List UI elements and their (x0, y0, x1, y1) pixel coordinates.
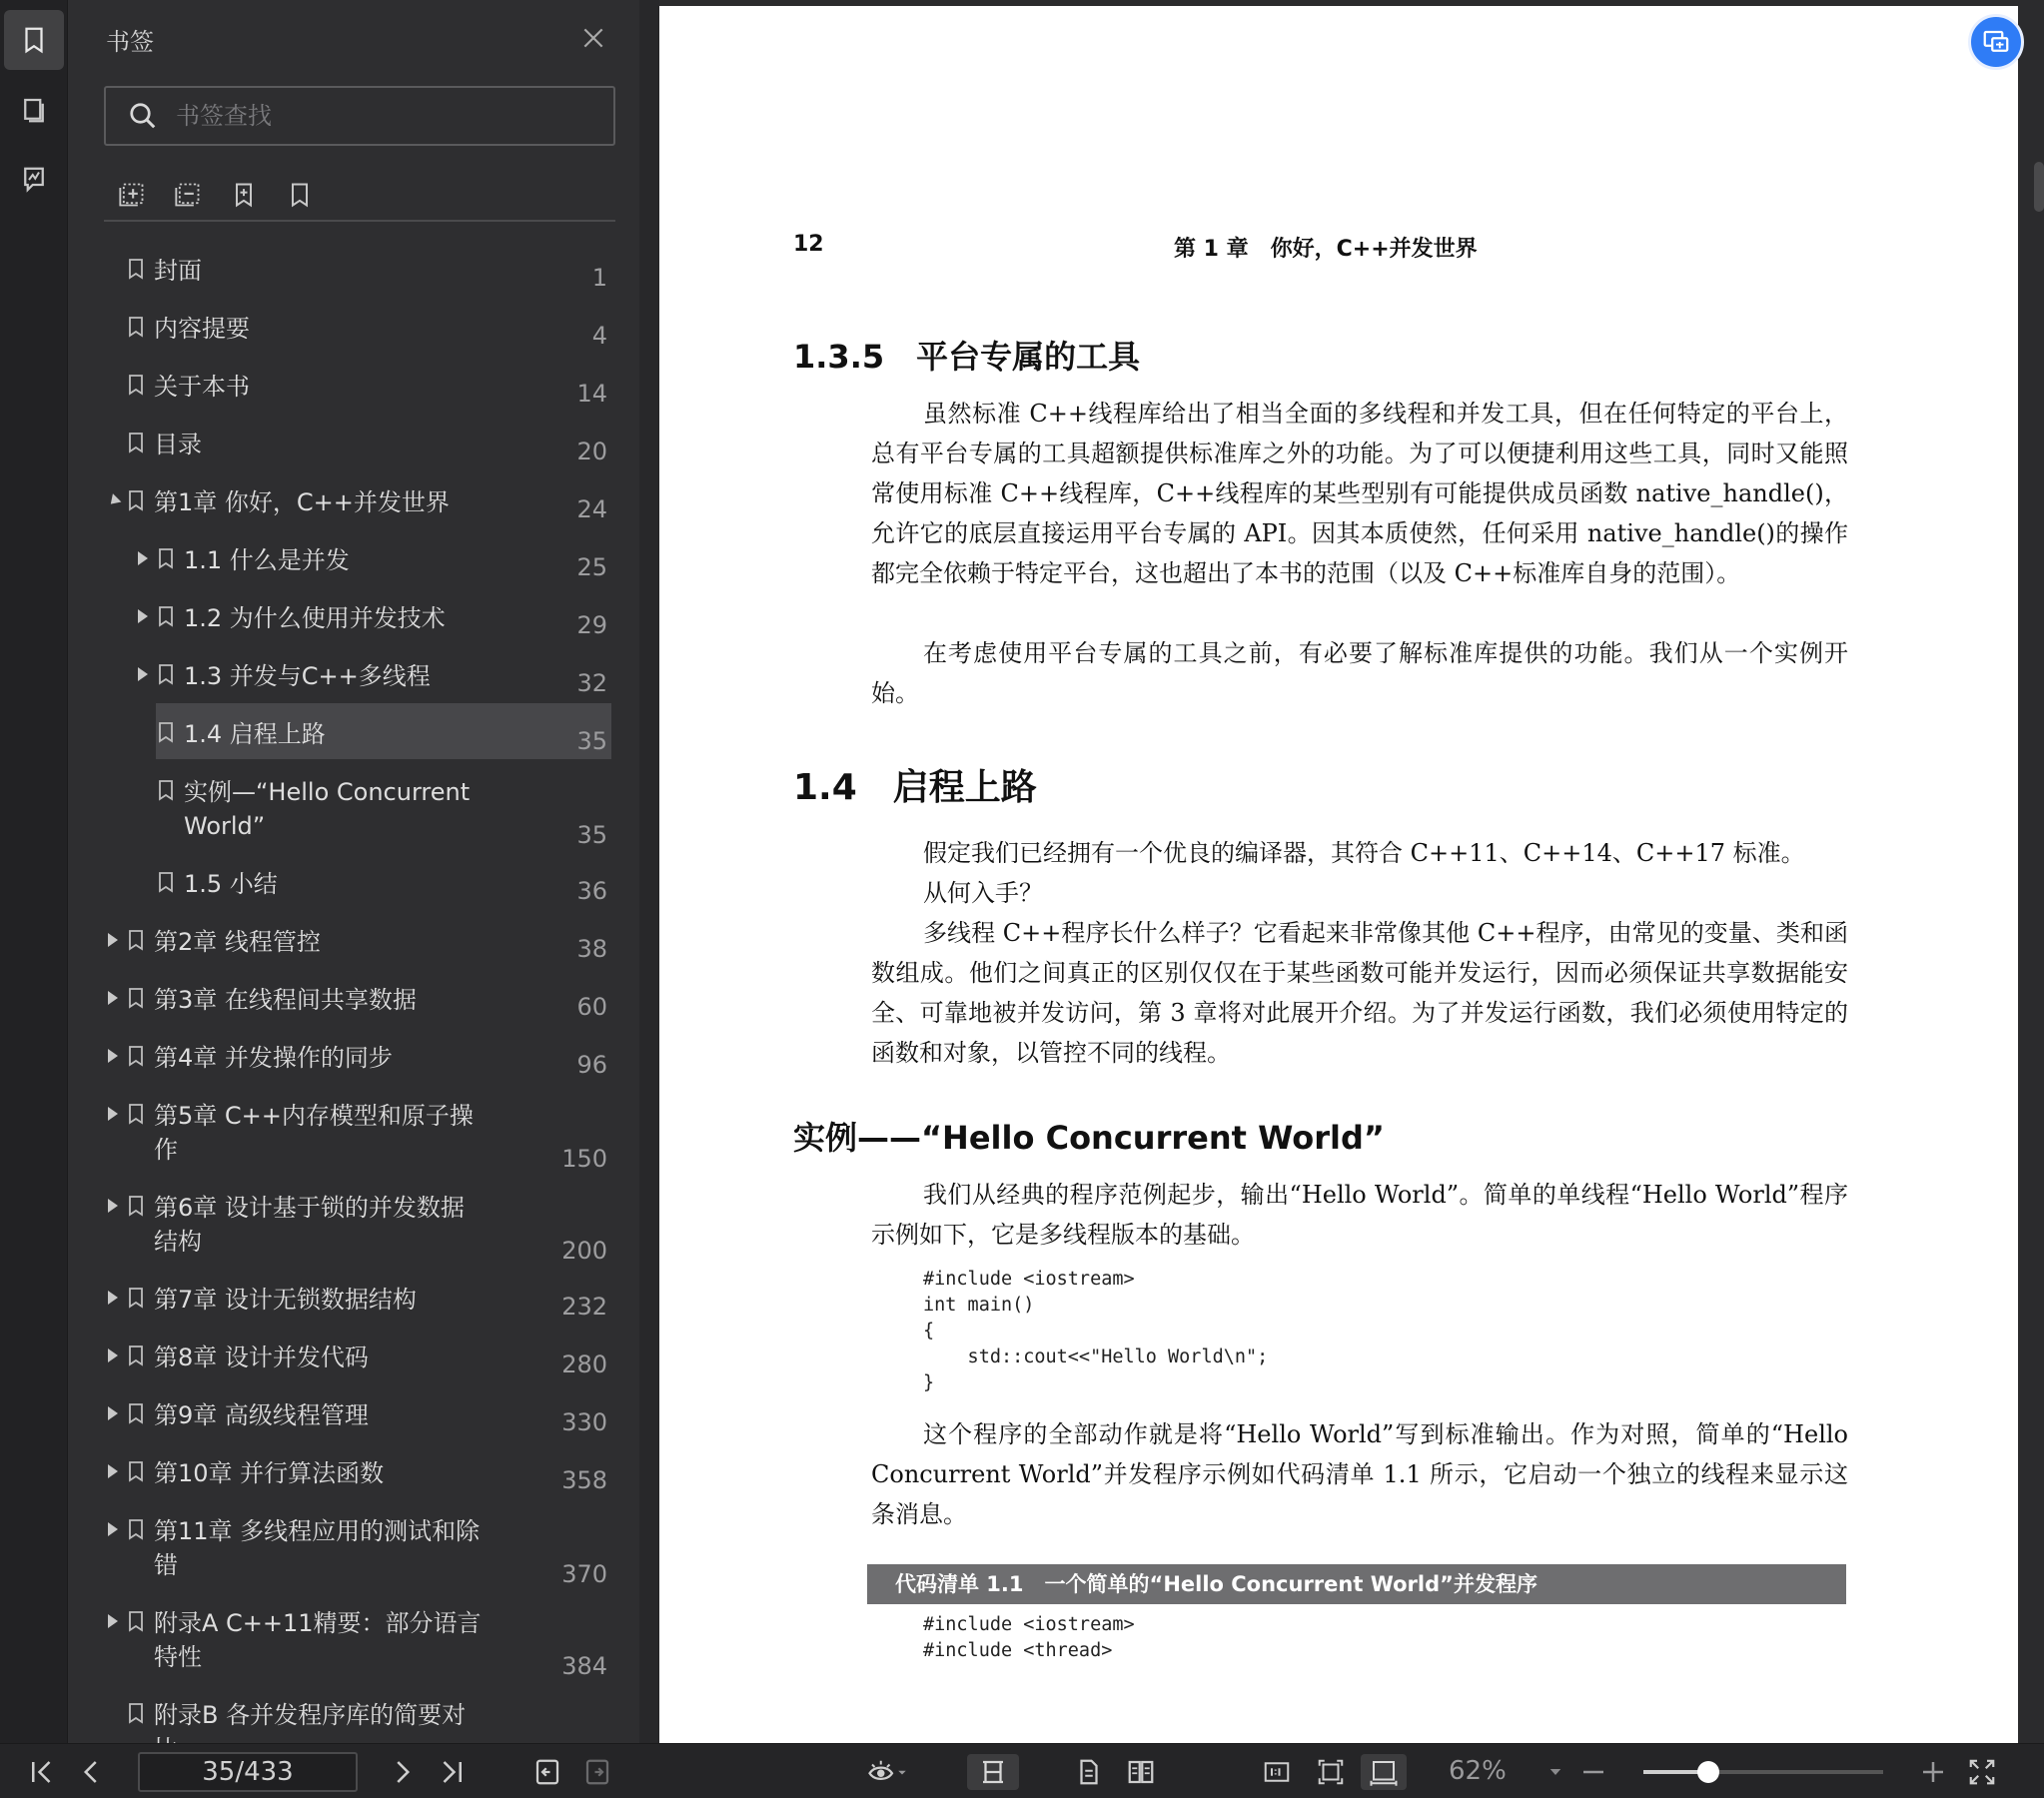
scroll-mode-icon (978, 1757, 1008, 1787)
bookmark-icon (128, 1103, 144, 1125)
code-listing-title: 代码清单 1.1 一个简单的“Hello Concurrent World”并发程序 (867, 1564, 1846, 1604)
bookmark-label-line: 第5章 C++内存模型和原子操 (154, 1102, 474, 1130)
expand-arrow-icon[interactable] (108, 1614, 118, 1628)
forward-view-icon (582, 1757, 612, 1787)
next-page-button[interactable] (384, 1754, 420, 1790)
section-heading-1-4: 1.4 启程上路 (793, 767, 1037, 808)
bookmark-add-icon (230, 181, 258, 209)
zoom-level[interactable]: 62% (1449, 1756, 1507, 1786)
bookmark-label-line: 错 (154, 1551, 178, 1579)
bookmark-icon (128, 1610, 144, 1632)
bookmark-page-number: 24 (576, 495, 607, 523)
bookmark-label (154, 1283, 417, 1317)
bookmark-label (154, 1606, 482, 1674)
collapse-all-icon (174, 181, 202, 209)
single-page-button[interactable] (1069, 1754, 1109, 1790)
bookmark-item[interactable] (104, 853, 619, 911)
bookmark-item[interactable] (104, 1177, 619, 1269)
bookmark-page-number: 32 (576, 669, 607, 697)
expand-arrow-icon[interactable] (108, 1291, 118, 1305)
bookmark-label-line: 1.4 启程上路 (184, 720, 326, 748)
bookmark-page-number: 60 (576, 993, 607, 1021)
bookmark-label-line: 目录 (154, 431, 202, 458)
double-page-button[interactable] (1119, 1754, 1163, 1790)
zoom-in-button[interactable] (1916, 1754, 1950, 1790)
bookmark-panel-button[interactable] (4, 10, 64, 70)
fit-width-button[interactable] (1361, 1754, 1407, 1790)
bookmark-label-line: 内容提要 (154, 315, 250, 343)
fullscreen-button[interactable] (1964, 1754, 2000, 1790)
bookmark-label-line: 第10章 并行算法函数 (154, 1459, 385, 1487)
bookmark-page-number: 29 (576, 611, 607, 639)
bookmark-icon (128, 432, 144, 453)
eye-icon (867, 1757, 907, 1787)
expand-arrow-icon[interactable] (138, 609, 148, 623)
expand-arrow-icon[interactable] (138, 551, 148, 565)
bookmark-label (154, 312, 250, 346)
single-page-icon (1074, 1757, 1104, 1787)
bookmark-label-line: 第4章 并发操作的同步 (154, 1044, 393, 1072)
bookmark-page-number: 330 (561, 1408, 607, 1436)
bookmark-toolbar (104, 170, 615, 222)
bookmark-label-line: 附录A C++11精要：部分语言 (154, 1609, 482, 1637)
close-panel-button[interactable] (577, 22, 609, 54)
collapse-all-button[interactable] (172, 179, 204, 211)
translate-button[interactable] (1968, 14, 2024, 70)
bookmark-icon (158, 663, 174, 685)
bookmark-icon (158, 871, 174, 893)
bookmark-icon (128, 316, 144, 338)
paragraph: 假定我们已经拥有一个优良的编译器，其符合 C++11、C++14、C++17 标准。 (923, 839, 1805, 867)
expand-arrow-icon[interactable] (108, 1464, 118, 1478)
bookmark-label (154, 254, 202, 288)
bookmark-label-line: 特性 (154, 1643, 202, 1671)
document-view (659, 0, 2044, 1743)
bookmark-search[interactable] (104, 86, 615, 146)
bookmark-page-number: 280 (561, 1350, 607, 1378)
close-icon (580, 25, 606, 51)
actual-size-icon (1262, 1757, 1292, 1787)
bookmark-icon (128, 1045, 144, 1067)
bookmark-label (184, 601, 446, 635)
bookmark-item[interactable] (104, 356, 619, 414)
panel-title: 书签 (106, 28, 154, 56)
bookmark-icon (158, 547, 174, 569)
bookmark-page-number: 25 (576, 553, 607, 581)
minus-icon (1578, 1757, 1608, 1787)
plus-icon (1918, 1757, 1948, 1787)
bookmark-item[interactable] (104, 645, 619, 703)
bookmark-item[interactable] (104, 529, 619, 587)
bookmark-icon (128, 1460, 144, 1482)
bookmark-page-number: 358 (561, 1466, 607, 1494)
expand-all-button[interactable] (116, 179, 148, 211)
bookmark-item[interactable] (104, 911, 619, 969)
last-page-button[interactable] (434, 1754, 470, 1790)
bookmark-label-line: 第2章 线程管控 (154, 928, 321, 956)
bookmark-icon (128, 1702, 144, 1724)
bookmark-label-line: 第11章 多线程应用的测试和除 (154, 1517, 481, 1545)
bookmark-label-line: 第6章 设计基于锁的并发数据 (154, 1194, 465, 1222)
bookmark-page-number: 1 (591, 264, 607, 292)
bookmark-label-line: 附录B 各并发程序库的简要对 (154, 1701, 467, 1729)
bookmark-label-line: 封面 (154, 257, 202, 285)
bookmark-label-line: 第1章 你好，C++并发世界 (154, 488, 450, 516)
bookmark-label (184, 659, 431, 693)
fit-page-button[interactable] (1311, 1754, 1351, 1790)
bookmark-item[interactable] (104, 298, 619, 356)
bookmark-label (154, 428, 202, 461)
actual-size-button[interactable] (1257, 1754, 1297, 1790)
bookmark-page-number: 150 (561, 1145, 607, 1173)
zoom-dropdown-button[interactable] (1540, 1754, 1570, 1790)
bookmark-icon (158, 779, 174, 801)
bookmark-label-line: 第3章 在线程间共享数据 (154, 986, 417, 1014)
bookmark-label (154, 1514, 480, 1582)
first-page-button[interactable] (24, 1754, 60, 1790)
bookmark-tree (104, 240, 619, 1743)
bookmark-label (154, 1398, 369, 1432)
expand-arrow-icon[interactable] (108, 1049, 118, 1063)
sign-icon (19, 165, 49, 195)
continuous-scroll-button[interactable] (967, 1754, 1019, 1790)
bookmark-page-number: 96 (576, 1051, 607, 1079)
bookmark-item[interactable] (104, 587, 619, 645)
bookmark-label-line: 第8章 设计并发代码 (154, 1344, 369, 1371)
expand-arrow-icon[interactable] (108, 991, 118, 1005)
bookmark-panel (68, 0, 639, 1743)
thumbnail-panel-button[interactable] (4, 80, 64, 140)
last-page-icon (437, 1757, 467, 1787)
bookmark-icon (128, 1287, 144, 1309)
bookmark-label-line: 关于本书 (154, 373, 250, 401)
bookmark-label (154, 983, 417, 1017)
bookmark-icon (128, 1195, 144, 1217)
expand-all-icon (118, 181, 146, 209)
bookmark-icon (158, 605, 174, 627)
bookmark-label (154, 1191, 465, 1259)
bottom-toolbar (0, 1743, 2044, 1798)
chevron-left-icon (77, 1757, 107, 1787)
bookmark-item[interactable] (104, 1327, 619, 1384)
bookmark-page-number: 200 (561, 1237, 607, 1265)
zoom-out-button[interactable] (1576, 1754, 1610, 1790)
zoom-slider[interactable] (1643, 1770, 1883, 1774)
bookmark-label (154, 1456, 384, 1490)
fit-width-icon (1369, 1757, 1399, 1787)
bookmark-label (154, 1099, 474, 1167)
example-heading: 实例——“Hello Concurrent World” (793, 1119, 1385, 1157)
collapse-arrow-icon[interactable] (107, 493, 122, 508)
back-view-button[interactable] (529, 1754, 565, 1790)
expand-arrow-icon[interactable] (108, 1406, 118, 1420)
fullscreen-icon (1967, 1757, 1997, 1787)
bookmark-page-number: 4 (591, 322, 607, 350)
back-view-icon (532, 1757, 562, 1787)
forward-view-button[interactable] (579, 1754, 615, 1790)
code-block: #include <iostream> int main() { std::cout<<"Hello World\n"; } (923, 1269, 1269, 1393)
caret-down-icon (1546, 1757, 1564, 1787)
bookmark-icon (128, 1518, 144, 1540)
bookmark-icon (128, 1345, 144, 1366)
bookmark-item[interactable] (104, 703, 619, 761)
bookmark-label (154, 925, 321, 959)
zoom-slider-handle[interactable] (1697, 1761, 1719, 1783)
bookmark-page-number: 36 (576, 877, 607, 905)
eye-protection-button[interactable] (859, 1754, 915, 1790)
expand-arrow-icon[interactable] (108, 933, 118, 947)
document-page (659, 6, 2018, 1743)
bookmark-page-number: 35 (576, 727, 607, 755)
bookmark-label (184, 543, 350, 577)
bookmark-label-line: 实例—“Hello Concurrent (184, 778, 471, 806)
delete-bookmark-button[interactable] (284, 179, 316, 211)
bookmark-item[interactable] (104, 1085, 619, 1177)
bookmark-label (154, 485, 450, 519)
bookmark-item[interactable] (104, 1384, 619, 1442)
running-page-number: 12 (793, 232, 824, 257)
bookmark-label-line: 1.1 什么是并发 (184, 546, 350, 574)
bookmark-item[interactable] (104, 1027, 619, 1085)
bookmark-remove-icon (286, 181, 314, 209)
fit-page-icon (1316, 1757, 1346, 1787)
bookmark-label-line: 1.3 并发与C++多线程 (184, 662, 431, 690)
bookmark-page-number: 20 (576, 438, 607, 465)
bookmark-page-number: 35 (576, 821, 607, 849)
previous-page-button[interactable] (74, 1754, 110, 1790)
bookmark-icon (128, 374, 144, 396)
bookmark-icon (128, 258, 144, 280)
paragraph: 这个程序的全部动作就是将“Hello World”写到标准输出。作为对照，简单的“Hello Concurrent World”并发程序示例如代码清单 1.1 所示，它启动一个独立的线程来显示这条消息。 (871, 1420, 1848, 1528)
bookmark-item[interactable] (104, 761, 619, 853)
bookmark-label-line: 第7章 设计无锁数据结构 (154, 1286, 417, 1314)
expand-arrow-icon[interactable] (108, 1199, 118, 1213)
bookmark-item[interactable] (104, 471, 619, 529)
screen-translate-icon (1981, 27, 2011, 57)
expand-arrow-icon[interactable] (138, 667, 148, 681)
bookmark-page-number: 384 (561, 1652, 607, 1680)
bookmark-label (154, 1341, 369, 1374)
search-icon (128, 101, 158, 131)
chevron-right-icon (387, 1757, 417, 1787)
code-block: #include <iostream> #include <thread> (923, 1614, 1135, 1661)
bookmark-label-line: 1.5 小结 (184, 870, 278, 898)
pages-icon (19, 95, 49, 125)
bookmark-item[interactable] (104, 414, 619, 471)
paragraph: 虽然标准 C++线程库给出了相当全面的多线程和并发工具，但在任何特定的平台上，总有平台专属的工具超额提供标准库之外的功能。为了可以便捷利用这些工具，同时又能照常使用标准 C++线程库，C++线程库的某些型别有可能提供成员函数 native_handle()，允许它的底层直接运用平台专属的 API。因其本质使然，任何采用 native_handle()的操作都完全依赖于特定平台，这也超出了本书的范围（以及 C++标准库自身的范围）。 (871, 400, 1848, 587)
bookmark-item[interactable] (104, 969, 619, 1027)
bookmark-icon (128, 1402, 144, 1424)
bookmark-item[interactable] (104, 1592, 619, 1684)
paragraph: 在考虑使用平台专属的工具之前，有必要了解标准库提供的功能。我们从一个实例开始。 (871, 639, 1848, 707)
bookmark-item[interactable] (104, 1269, 619, 1327)
bookmark-page-number: 232 (561, 1293, 607, 1321)
expand-arrow-icon[interactable] (108, 1348, 118, 1362)
bookmark-page-number: 14 (576, 380, 607, 408)
side-rail (0, 0, 68, 1743)
paragraph: 多线程 C++程序长什么样子？它看起来非常像其他 C++程序，由常见的变量、类和函数组成。他们之间真正的区别仅仅在于某些函数可能并发运行，因而必须保证共享数据能安全、可靠地被并发访问，第 3 章将对此展开介绍。为了并发运行函数，我们必须使用特定的函数和对象，以管控不同的线程。 (871, 919, 1848, 1067)
section-heading-1-3-5: 1.3.5 平台专属的工具 (793, 338, 1141, 376)
bookmark-icon (128, 489, 144, 511)
bookmark-label-line: 第9章 高级线程管理 (154, 1401, 369, 1429)
double-page-icon (1126, 1757, 1156, 1787)
bookmark-label-line: 结构 (154, 1228, 202, 1256)
annotation-panel-button[interactable] (4, 150, 64, 210)
bookmark-label-line: 作 (154, 1136, 178, 1164)
document-scrollbar[interactable] (2034, 162, 2044, 212)
bookmark-search-input[interactable] (176, 102, 575, 130)
first-page-icon (27, 1757, 57, 1787)
bookmark-label (184, 775, 470, 843)
bookmark-icon (19, 25, 49, 55)
bookmark-icon (158, 721, 174, 743)
paragraph: 我们从经典的程序范例起步，输出“Hello World”。简单的单线程“Hello World”程序示例如下，它是多线程版本的基础。 (871, 1181, 1848, 1249)
bookmark-page-number: 370 (561, 1560, 607, 1588)
expand-arrow-icon[interactable] (108, 1107, 118, 1121)
bookmark-label-line: 1.2 为什么使用并发技术 (184, 604, 446, 632)
bookmark-item[interactable] (104, 1500, 619, 1592)
bookmark-label-line: World” (184, 812, 266, 840)
bookmark-item[interactable] (104, 1442, 619, 1500)
bookmark-page-number: 38 (576, 935, 607, 963)
bookmark-label (154, 1041, 393, 1075)
bookmark-label (154, 370, 250, 404)
bookmark-item[interactable] (104, 240, 619, 298)
paragraph: 从何入手？ (923, 879, 1043, 907)
panel-splitter[interactable] (639, 0, 659, 1743)
bookmark-icon (128, 929, 144, 951)
add-bookmark-button[interactable] (228, 179, 260, 211)
bookmark-label (184, 867, 278, 901)
bookmark-icon (128, 987, 144, 1009)
page-number-input[interactable]: 35/433 (138, 1752, 358, 1792)
running-header: 第 1 章 你好，C++并发世界 (1174, 237, 1478, 262)
bookmark-label (184, 717, 326, 751)
expand-arrow-icon[interactable] (108, 1522, 118, 1536)
